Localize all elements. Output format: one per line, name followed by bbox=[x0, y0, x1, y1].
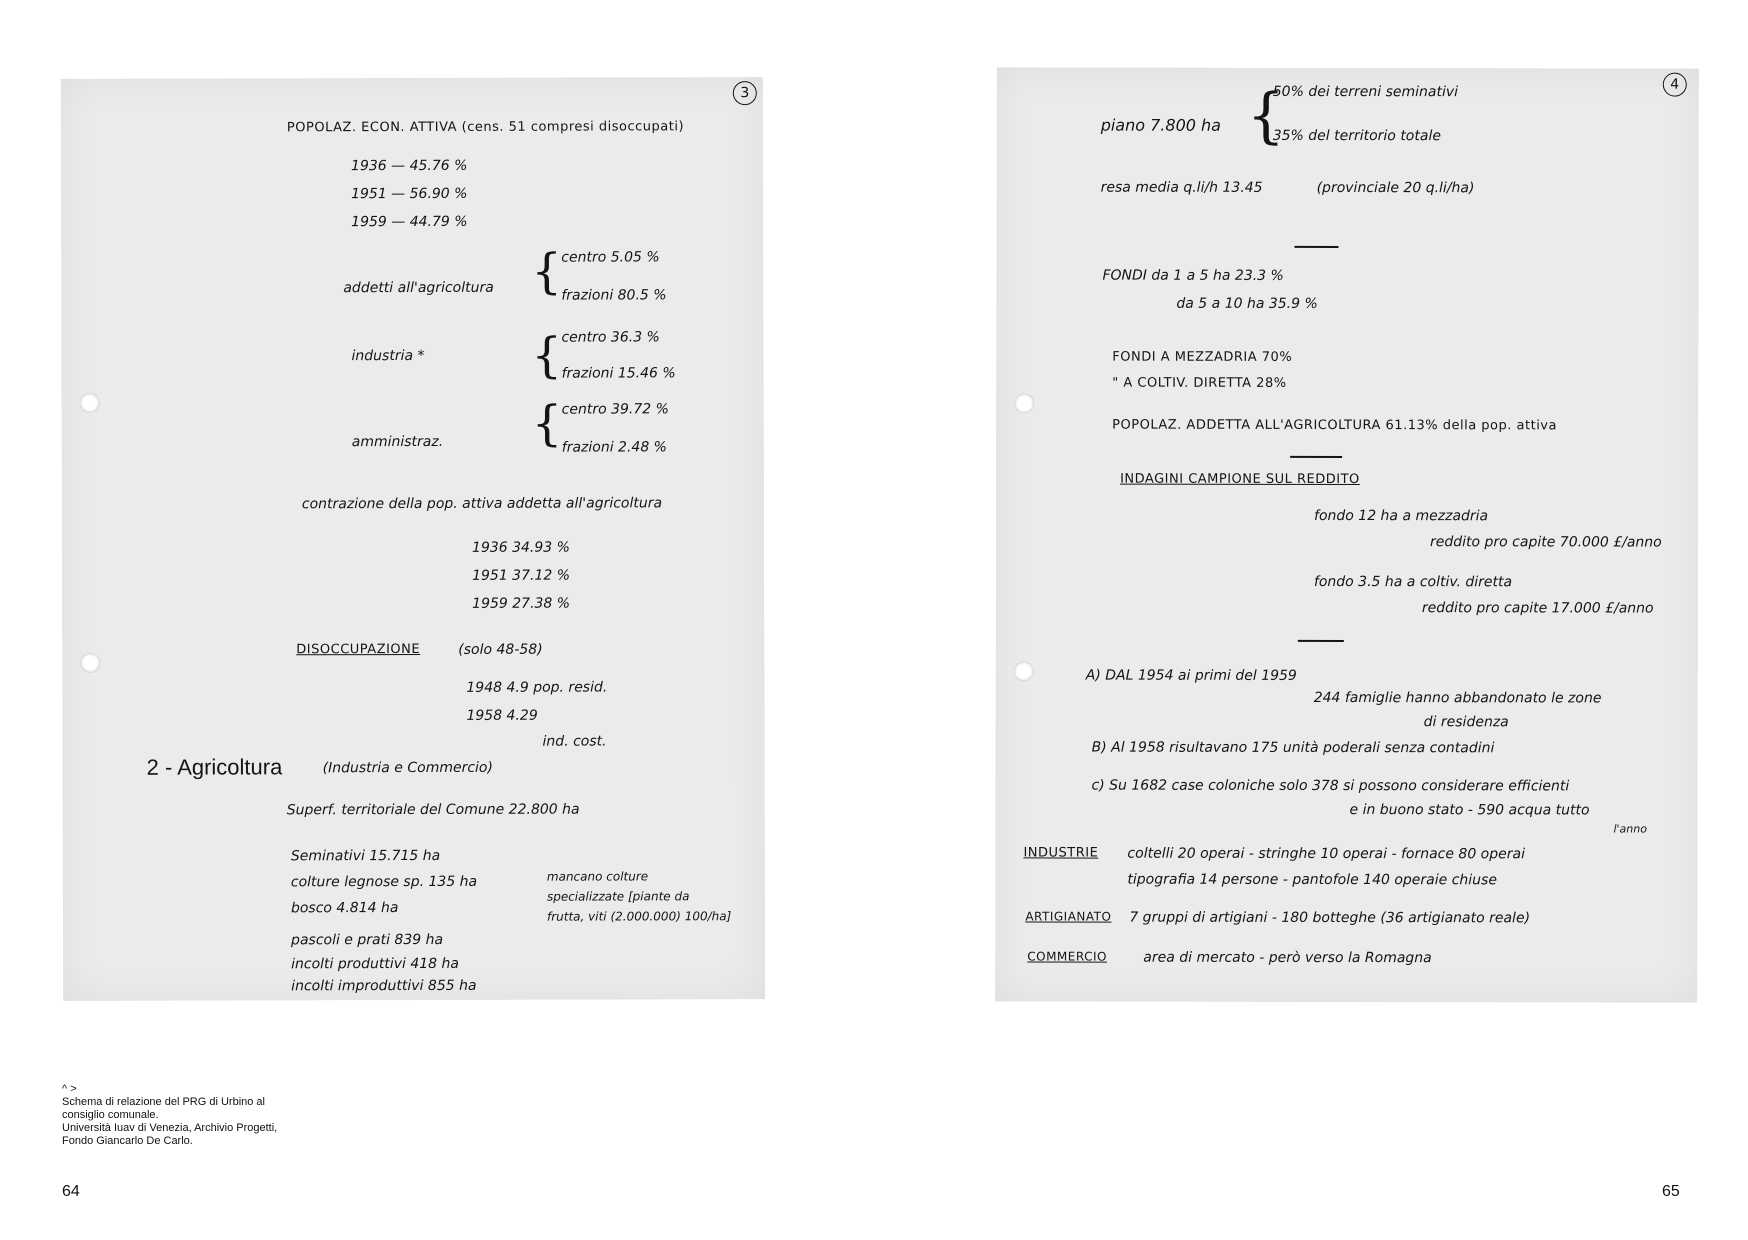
brace: { bbox=[531, 243, 562, 300]
hw-line: frazioni 2.48 % bbox=[561, 439, 668, 456]
hw-line: incolti produttivi 418 ha bbox=[291, 955, 459, 973]
punch-hole bbox=[80, 653, 100, 673]
punch-hole bbox=[1014, 393, 1034, 413]
section-title: 2 - Agricoltura bbox=[146, 754, 283, 780]
caption-line: consiglio comunale. bbox=[62, 1109, 159, 1121]
hw-line: amministraz. bbox=[351, 433, 444, 451]
hw-line: pascoli e prati 839 ha bbox=[291, 931, 444, 949]
figure-caption bbox=[62, 1083, 362, 1148]
hw-line: addetti all'agricoltura bbox=[343, 279, 494, 297]
hw-line: frazioni 15.46 % bbox=[561, 365, 676, 382]
hw-line: ind. cost. bbox=[542, 733, 607, 750]
hw-line: POPOLAZ. ECON. ATTIVA (cens. 51 compresi disoccupati) bbox=[286, 119, 685, 136]
hw-line: 1936 34.93 % bbox=[472, 539, 570, 556]
hw-line: c) Su 1682 case coloniche solo 378 si possono considerare efficienti bbox=[1091, 777, 1570, 795]
page-marker: 3 bbox=[733, 81, 757, 105]
brace: { bbox=[1246, 80, 1285, 151]
hw-heading: INDUSTRIE bbox=[1023, 845, 1099, 861]
hw-line: 1959 — 44.79 % bbox=[351, 213, 468, 231]
hw-line: contrazione della pop. attiva addetta all'agricoltura bbox=[301, 495, 663, 513]
hw-line: " A COLTIV. DIRETTA 28% bbox=[1112, 375, 1287, 391]
hw-line: 50% dei terreni seminativi bbox=[1272, 83, 1459, 101]
hw-line: di residenza bbox=[1423, 714, 1509, 731]
hw-line: FONDI A MEZZADRIA 70% bbox=[1112, 349, 1293, 365]
hw-line: centro 36.3 % bbox=[561, 329, 660, 346]
hw-line: A) DAL 1954 ai primi del 1959 bbox=[1085, 667, 1297, 684]
hw-line: frazioni 80.5 % bbox=[561, 287, 667, 304]
punch-hole bbox=[1014, 661, 1034, 681]
hw-line: B) Al 1958 risultavano 175 unità poderali senza contadini bbox=[1091, 739, 1495, 757]
hw-line: 1958 4.29 bbox=[466, 707, 538, 724]
hw-heading: ARTIGIANATO bbox=[1025, 909, 1112, 924]
hw-line: Superf. territoriale del Comune 22.800 ha bbox=[286, 801, 580, 819]
hw-line: centro 39.72 % bbox=[561, 401, 669, 418]
hw-heading: DISOCCUPAZIONE bbox=[296, 641, 421, 658]
caption-arrows: ^ > bbox=[62, 1083, 77, 1095]
hw-line: coltelli 20 operai - stringhe 10 operai - fornace 80 operai bbox=[1127, 845, 1525, 863]
hw-line: Seminativi 15.715 ha bbox=[290, 847, 441, 865]
brace: { bbox=[531, 327, 563, 384]
caption-line: Fondo Giancarlo De Carlo. bbox=[62, 1135, 193, 1147]
brace: { bbox=[531, 395, 563, 452]
hw-line: POPOLAZ. ADDETTA ALL'AGRICOLTURA 61.13% della pop. attiva bbox=[1112, 417, 1557, 434]
handwritten-sheet-right bbox=[995, 67, 1699, 1002]
hw-line: 35% del territorio totale bbox=[1272, 127, 1441, 145]
hw-line: bosco 4.814 ha bbox=[290, 900, 399, 917]
hw-line: (provinciale 20 q.li/ha) bbox=[1316, 179, 1475, 197]
hw-line: colture legnose sp. 135 ha bbox=[290, 873, 478, 891]
caption-line: Università Iuav di Venezia, Archivio Progetti, bbox=[62, 1122, 278, 1134]
divider-rule bbox=[1295, 246, 1339, 248]
hw-line: area di mercato - però verso la Romagna bbox=[1143, 949, 1432, 967]
hw-line: reddito pro capite 17.000 £/anno bbox=[1421, 600, 1654, 617]
handwritten-sheet-left bbox=[61, 77, 765, 1001]
hw-line: 1936 — 45.76 % bbox=[351, 157, 468, 175]
hw-line: 7 gruppi di artigiani - 180 botteghe (36 artigianato reale) bbox=[1129, 909, 1531, 927]
page-number-left: 64 bbox=[62, 1183, 80, 1200]
hw-line: 1948 4.9 pop. resid. bbox=[466, 679, 608, 696]
hw-line: industria * bbox=[351, 347, 425, 365]
page-marker: 4 bbox=[1663, 73, 1687, 97]
hw-line: resa media q.li/h 13.45 bbox=[1100, 179, 1263, 196]
hw-line: 244 famiglie hanno abbandonato le zone bbox=[1313, 689, 1602, 707]
hw-note: mancano colture bbox=[546, 869, 649, 884]
hw-line: 1951 37.12 % bbox=[472, 567, 571, 584]
hw-line: incolti improduttivi 855 ha bbox=[291, 977, 477, 995]
hw-line: reddito pro capite 70.000 £/anno bbox=[1429, 534, 1662, 551]
hw-line: tipografia 14 persone - pantofole 140 operaie chiuse bbox=[1127, 871, 1497, 889]
hw-line: 1959 27.38 % bbox=[472, 595, 571, 612]
hw-line: fondo 3.5 ha a coltiv. diretta bbox=[1313, 573, 1513, 591]
hw-line: fondo 12 ha a mezzadria bbox=[1314, 507, 1489, 525]
page-number-right: 65 bbox=[1662, 1183, 1680, 1200]
hw-line: l'anno bbox=[1613, 822, 1647, 836]
hw-line: da 5 a 10 ha 35.9 % bbox=[1176, 295, 1318, 312]
divider-rule bbox=[1298, 640, 1344, 642]
divider-rule bbox=[1290, 456, 1342, 458]
hw-note: specializzate [piante da bbox=[546, 889, 690, 904]
right-page bbox=[874, 0, 1748, 1240]
hw-line: e in buono stato - 590 acqua tutto bbox=[1349, 802, 1590, 819]
caption-line: Schema di relazione del PRG di Urbino al bbox=[62, 1096, 265, 1108]
hw-line: (solo 48-58) bbox=[458, 641, 543, 658]
hw-note: frutta, viti (2.000.000) 100/ha] bbox=[546, 909, 732, 924]
hw-line: centro 5.05 % bbox=[561, 249, 660, 266]
hw-heading: INDAGINI CAMPIONE SUL REDDITO bbox=[1120, 471, 1360, 488]
punch-hole bbox=[80, 393, 100, 413]
hw-line: (Industria e Commercio) bbox=[322, 759, 493, 777]
hw-heading: COMMERCIO bbox=[1027, 949, 1107, 964]
hw-line: FONDI da 1 a 5 ha 23.3 % bbox=[1102, 267, 1284, 284]
hw-line: 1951 — 56.90 % bbox=[351, 185, 468, 203]
hw-line: piano 7.800 ha bbox=[1100, 115, 1221, 135]
